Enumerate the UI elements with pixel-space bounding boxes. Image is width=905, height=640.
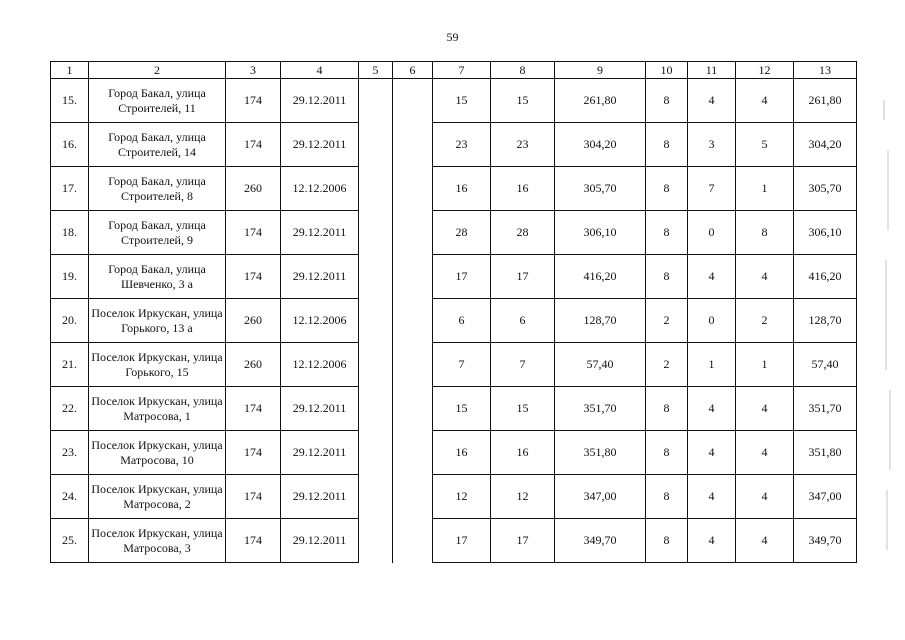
decision-number-cell: 174	[226, 211, 281, 255]
col-6-cell	[393, 299, 433, 343]
relocated-count-cell: 15	[491, 79, 555, 123]
address-cell	[89, 255, 226, 299]
decision-number-cell: 174	[226, 123, 281, 167]
col-5-cell	[359, 167, 393, 211]
decision-date-cell: 29.12.2011	[281, 255, 359, 299]
address-line-2: Матросова, 10	[120, 452, 194, 467]
address-line-1: Поселок Иркускан, улица	[91, 305, 223, 320]
address-cell	[89, 123, 226, 167]
col-5-cell	[359, 255, 393, 299]
address-cell	[89, 343, 226, 387]
column-header-6: 6	[393, 62, 433, 79]
area-col-13-cell: 349,70	[794, 519, 857, 563]
decision-date-cell: 12.12.2006	[281, 167, 359, 211]
rooms-total-cell: 8	[646, 123, 688, 167]
address-line-1: Поселок Иркускан, улица	[91, 393, 223, 408]
table-row	[51, 167, 857, 211]
relocated-count-cell: 6	[491, 299, 555, 343]
column-header-7: 7	[433, 62, 491, 79]
table-row	[51, 475, 857, 519]
rooms-col-11-cell: 7	[688, 167, 736, 211]
col-5-cell	[359, 519, 393, 563]
col-6-cell	[393, 255, 433, 299]
col-6-cell	[393, 167, 433, 211]
residents-count-cell: 16	[433, 167, 491, 211]
residents-count-cell: 15	[433, 79, 491, 123]
col-5-cell	[359, 431, 393, 475]
decision-number-cell: 260	[226, 299, 281, 343]
address-line-2: Матросова, 1	[123, 408, 191, 423]
page-number: 59	[446, 30, 459, 44]
area-col-13-cell: 261,80	[794, 79, 857, 123]
address-line-2: Шевченко, 3 а	[121, 276, 193, 291]
decision-date-cell: 29.12.2011	[281, 431, 359, 475]
relocated-count-cell: 17	[491, 519, 555, 563]
row-number-cell: 18.	[51, 211, 89, 255]
table-row	[51, 211, 857, 255]
area-col-13-cell: 347,00	[794, 475, 857, 519]
col-6-cell	[393, 387, 433, 431]
rooms-total-cell: 8	[646, 475, 688, 519]
area-col-13-cell: 57,40	[794, 343, 857, 387]
address-line-2: Матросова, 2	[123, 496, 191, 511]
address-line-1: Город Бакал, улица	[108, 85, 206, 100]
area-col-13-cell: 306,10	[794, 211, 857, 255]
rooms-col-12-cell: 1	[736, 167, 794, 211]
row-number-cell: 19.	[51, 255, 89, 299]
col-5-cell	[359, 79, 393, 123]
total-area-cell: 416,20	[555, 255, 646, 299]
area-col-13-cell: 351,70	[794, 387, 857, 431]
residents-count-cell: 15	[433, 387, 491, 431]
rooms-col-12-cell: 8	[736, 211, 794, 255]
table-row	[51, 123, 857, 167]
col-5-cell	[359, 475, 393, 519]
decision-date-cell: 29.12.2011	[281, 79, 359, 123]
rooms-col-12-cell: 4	[736, 387, 794, 431]
rooms-total-cell: 8	[646, 167, 688, 211]
row-number-cell: 25.	[51, 519, 89, 563]
col-5-cell	[359, 123, 393, 167]
address-cell	[89, 79, 226, 123]
col-5-cell	[359, 343, 393, 387]
rooms-col-11-cell: 4	[688, 387, 736, 431]
column-header-10: 10	[646, 62, 688, 79]
address-line-1: Поселок Иркускан, улица	[91, 481, 223, 496]
column-header-4: 4	[281, 62, 359, 79]
decision-date-cell: 12.12.2006	[281, 299, 359, 343]
rooms-col-11-cell: 4	[688, 79, 736, 123]
residents-count-cell: 12	[433, 475, 491, 519]
table-row	[51, 343, 857, 387]
address-cell	[89, 167, 226, 211]
rooms-col-12-cell: 2	[736, 299, 794, 343]
column-header-8: 8	[491, 62, 555, 79]
rooms-total-cell: 8	[646, 431, 688, 475]
total-area-cell: 351,80	[555, 431, 646, 475]
address-line-1: Поселок Иркускан, улица	[91, 525, 223, 540]
decision-number-cell: 174	[226, 519, 281, 563]
residents-count-cell: 7	[433, 343, 491, 387]
total-area-cell: 306,10	[555, 211, 646, 255]
address-line-1: Город Бакал, улица	[108, 129, 206, 144]
total-area-cell: 347,00	[555, 475, 646, 519]
row-number-cell: 17.	[51, 167, 89, 211]
decision-number-cell: 260	[226, 343, 281, 387]
rooms-col-12-cell: 4	[736, 255, 794, 299]
rooms-col-11-cell: 1	[688, 343, 736, 387]
address-cell	[89, 431, 226, 475]
scan-edge-marks	[878, 90, 898, 560]
column-header-5: 5	[359, 62, 393, 79]
table-row	[51, 79, 857, 123]
table-row	[51, 299, 857, 343]
col-6-cell	[393, 343, 433, 387]
rooms-col-12-cell: 4	[736, 475, 794, 519]
rooms-col-12-cell: 4	[736, 431, 794, 475]
rooms-total-cell: 8	[646, 211, 688, 255]
col-6-cell	[393, 475, 433, 519]
address-line-2: Горького, 13 а	[121, 320, 193, 335]
decision-number-cell: 174	[226, 475, 281, 519]
residents-count-cell: 23	[433, 123, 491, 167]
col-6-cell	[393, 211, 433, 255]
rooms-total-cell: 2	[646, 299, 688, 343]
rooms-total-cell: 8	[646, 519, 688, 563]
total-area-cell: 261,80	[555, 79, 646, 123]
decision-number-cell: 174	[226, 255, 281, 299]
decision-number-cell: 174	[226, 387, 281, 431]
row-number-cell: 16.	[51, 123, 89, 167]
address-cell	[89, 519, 226, 563]
rooms-total-cell: 8	[646, 387, 688, 431]
rooms-col-12-cell: 1	[736, 343, 794, 387]
row-number-cell: 21.	[51, 343, 89, 387]
rooms-col-11-cell: 4	[688, 475, 736, 519]
decision-number-cell: 174	[226, 79, 281, 123]
total-area-cell: 57,40	[555, 343, 646, 387]
address-line-1: Город Бакал, улица	[108, 261, 206, 276]
total-area-cell: 351,70	[555, 387, 646, 431]
col-6-cell	[393, 123, 433, 167]
rooms-col-11-cell: 0	[688, 211, 736, 255]
total-area-cell: 128,70	[555, 299, 646, 343]
col-6-cell	[393, 431, 433, 475]
address-line-2: Строителей, 9	[121, 232, 193, 247]
decision-date-cell: 29.12.2011	[281, 123, 359, 167]
area-col-13-cell: 305,70	[794, 167, 857, 211]
residents-count-cell: 6	[433, 299, 491, 343]
column-header-1: 1	[51, 62, 89, 79]
col-5-cell	[359, 211, 393, 255]
relocated-count-cell: 17	[491, 255, 555, 299]
rooms-total-cell: 8	[646, 255, 688, 299]
rooms-col-11-cell: 4	[688, 519, 736, 563]
decision-date-cell: 29.12.2011	[281, 387, 359, 431]
relocated-count-cell: 16	[491, 167, 555, 211]
column-number-header-row	[51, 62, 857, 79]
rooms-col-11-cell: 4	[688, 431, 736, 475]
column-header-13: 13	[794, 62, 857, 79]
area-col-13-cell: 416,20	[794, 255, 857, 299]
address-line-2: Строителей, 11	[118, 100, 196, 115]
rooms-col-12-cell: 4	[736, 79, 794, 123]
rooms-col-11-cell: 3	[688, 123, 736, 167]
decision-number-cell: 174	[226, 431, 281, 475]
rooms-col-12-cell: 4	[736, 519, 794, 563]
address-cell	[89, 299, 226, 343]
row-number-cell: 15.	[51, 79, 89, 123]
housing-register-table	[50, 61, 857, 563]
address-line-2: Строителей, 8	[121, 188, 193, 203]
residents-count-cell: 17	[433, 519, 491, 563]
rooms-total-cell: 2	[646, 343, 688, 387]
rooms-col-11-cell: 4	[688, 255, 736, 299]
rooms-col-12-cell: 5	[736, 123, 794, 167]
area-col-13-cell: 304,20	[794, 123, 857, 167]
area-col-13-cell: 351,80	[794, 431, 857, 475]
address-cell	[89, 211, 226, 255]
row-number-cell: 24.	[51, 475, 89, 519]
total-area-cell: 305,70	[555, 167, 646, 211]
decision-number-cell: 260	[226, 167, 281, 211]
address-line-1: Поселок Иркускан, улица	[91, 349, 223, 364]
row-number-cell: 23.	[51, 431, 89, 475]
column-header-2: 2	[89, 62, 226, 79]
address-line-1: Город Бакал, улица	[108, 217, 206, 232]
decision-date-cell: 29.12.2011	[281, 211, 359, 255]
residents-count-cell: 28	[433, 211, 491, 255]
row-number-cell: 22.	[51, 387, 89, 431]
column-header-11: 11	[688, 62, 736, 79]
col-5-cell	[359, 387, 393, 431]
decision-date-cell: 29.12.2011	[281, 475, 359, 519]
col-5-cell	[359, 299, 393, 343]
relocated-count-cell: 15	[491, 387, 555, 431]
address-line-1: Город Бакал, улица	[108, 173, 206, 188]
table-row	[51, 519, 857, 563]
rooms-col-11-cell: 0	[688, 299, 736, 343]
table-row	[51, 255, 857, 299]
residents-count-cell: 16	[433, 431, 491, 475]
address-cell	[89, 387, 226, 431]
total-area-cell: 349,70	[555, 519, 646, 563]
relocated-count-cell: 16	[491, 431, 555, 475]
rooms-total-cell: 8	[646, 79, 688, 123]
relocated-count-cell: 23	[491, 123, 555, 167]
address-line-2: Строителей, 14	[118, 144, 196, 159]
col-6-cell	[393, 79, 433, 123]
decision-date-cell: 12.12.2006	[281, 343, 359, 387]
address-cell	[89, 475, 226, 519]
area-col-13-cell: 128,70	[794, 299, 857, 343]
column-header-9: 9	[555, 62, 646, 79]
decision-date-cell: 29.12.2011	[281, 519, 359, 563]
relocated-count-cell: 12	[491, 475, 555, 519]
column-header-12: 12	[736, 62, 794, 79]
row-number-cell: 20.	[51, 299, 89, 343]
relocated-count-cell: 28	[491, 211, 555, 255]
total-area-cell: 304,20	[555, 123, 646, 167]
address-line-1: Поселок Иркускан, улица	[91, 437, 223, 452]
col-6-cell	[393, 519, 433, 563]
relocated-count-cell: 7	[491, 343, 555, 387]
table-row	[51, 431, 857, 475]
address-line-2: Горького, 15	[125, 364, 189, 379]
column-header-3: 3	[226, 62, 281, 79]
address-line-2: Матросова, 3	[123, 540, 191, 555]
residents-count-cell: 17	[433, 255, 491, 299]
table-body	[51, 79, 857, 563]
table-row	[51, 387, 857, 431]
